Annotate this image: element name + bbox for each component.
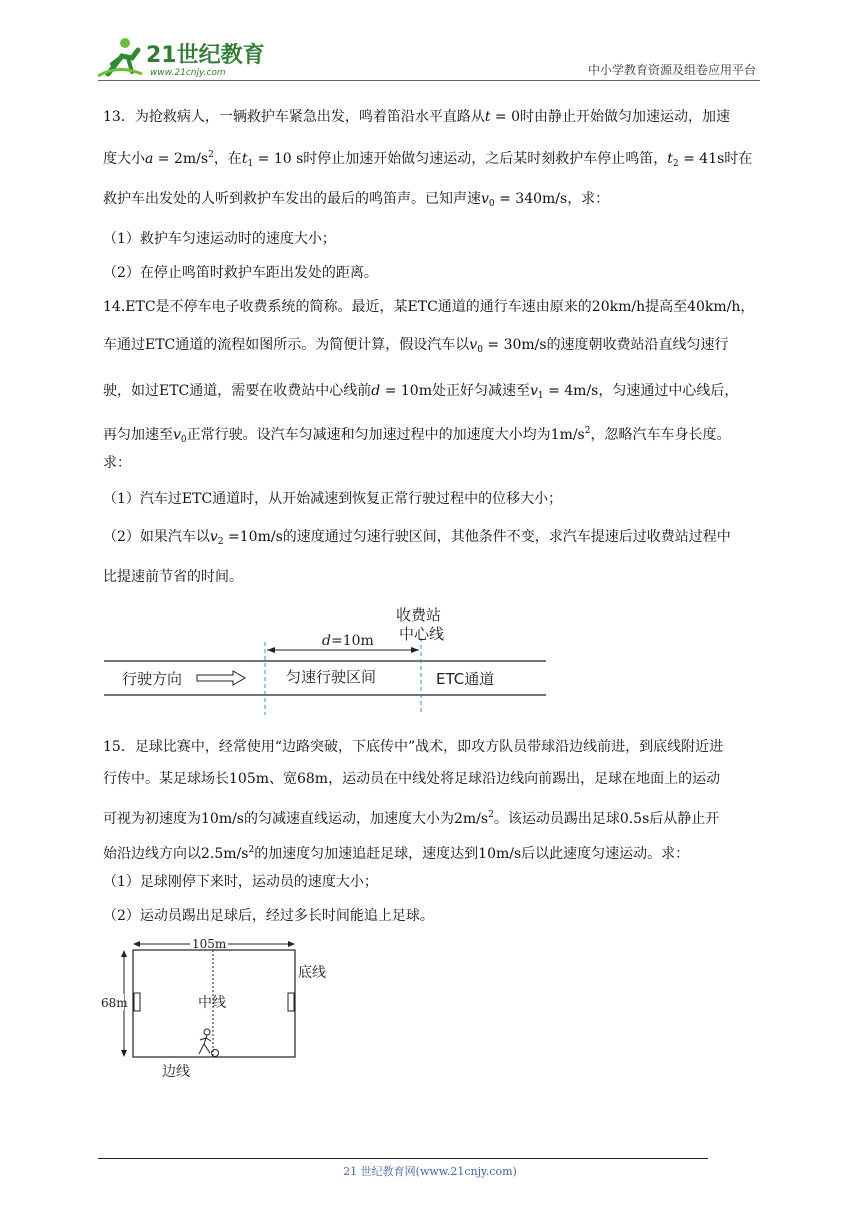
endline-label: 底线 [298,965,326,981]
svg-text:d=10m [322,633,374,649]
direction-arrow-icon [197,671,245,685]
etc-diagram [100,602,550,720]
left-goal [134,993,140,1011]
q15-line-3: 可视为初速度为10m/s的匀减速直线运动，加速度大小为$2m/s^2$。该运动员踢出足球0.5s后从静止开 [103,810,720,827]
runner-icon [98,38,142,76]
width-arrow-top-head [121,950,127,957]
zone-label: 匀速行驶区间 [286,668,377,686]
footer-divider [98,1158,708,1159]
q13-line-2: 度大小$a = 2m/s^2$，在$t_1 = 10$ s时停止加速开始做匀速运动，之后某时刻救护车停止鸣笛，$t_2 = 41s$时在 [103,150,753,169]
q14-subquestion-1: （1）汽车过ETC通道时，从开始减速到恢复正常行驶过程中的位移大小； [103,491,563,507]
q13-line-1: 13．为抢救病人，一辆救护车紧急出发，鸣着笛沿水平直路从t = 0时由静止开始做匀加速运动，加速 [103,109,731,125]
q13-subquestion-2: （2）在停止鸣笛时救护车距出发处的距离。 [103,265,378,281]
distance-value: =10m [330,633,374,649]
logo-url: www.21cnjy.com [150,68,226,78]
q14-line-5: 求： [103,455,131,471]
q15-line-1: 15．足球比赛中，经常使用“边路突破，下底传中”战术，即攻方队员带球沿边线前进，到底线附近进 [103,739,724,755]
player-icon [199,1029,211,1054]
distance-arrow-left-head [267,647,275,653]
q13-line-3: 救护车出发处的人听到救护车发出的最后的鸣笛声。已知声速$v_0 = 340m/s$，求： [103,191,610,209]
station-label-1: 收费站 [396,606,442,624]
q14-line-1: 14.ETC是不停车电子收费系统的简称。最近，某ETC通道的通行车速由原来的20km/h提高至40km/h， [103,299,755,315]
q14-subquestion-2-cont: 比提速前节省的时间。 [103,569,243,585]
q15-line-4: 始沿边线方向以$2.5m/s^2$的加速度匀加速追赶足球，速度达到10m/s后以此速度匀速运动。求： [103,845,690,862]
logo-text: 21世纪教育 [146,43,265,68]
sideline-label: 边线 [162,1064,190,1080]
q14-subquestion-2: （2）如果汽车以$v_2 =10m/s$的速度通过匀速行驶区间，其他条件不变，求汽车提速后过收费站过程中 [103,529,731,547]
q15-subquestion-1: （1）足球刚停下来时，运动员的速度大小； [103,874,378,890]
direction-label: 行驶方向 [122,670,183,688]
ball-icon [212,1050,219,1057]
q13-subquestion-1: （1）救护车匀速运动时的速度大小； [103,231,336,247]
width-arrow-bottom-head [121,1050,127,1057]
platform-label: 中小学教育资源及组卷应用平台 [587,63,756,77]
distance-arrow-right-head [411,647,419,653]
length-label: 105m [192,937,227,951]
midline-label: 中线 [198,995,226,1011]
station-label-2: 中心线 [399,625,445,643]
football-field-diagram [100,932,350,1082]
length-arrow-left-head [133,941,140,947]
q14-line-4: 再匀加速至$v_0$正常行驶。设汽车匀减速和匀加速过程中的加速度大小均为$1m/s^2$，忽略汽车车身长度。 [103,426,731,445]
right-goal [288,993,294,1011]
site-logo [98,34,268,80]
q15-line-2: 行传中。某足球场长105m、宽68m，运动员在中线处将足球沿边线向前踢出，足球在地面上的运动 [103,771,721,787]
length-arrow-right-head [288,941,295,947]
q14-line-3: 驶，如过ETC通道，需要在收费站中心线前d = 10m处正好匀减速至$v_1 = 4m/s$，匀速通过中心线后， [103,383,739,401]
header-divider [98,80,760,81]
distance-var: d [322,633,331,649]
footer-text: 21 世纪教育网(www.21cnjy.com) [343,1165,517,1178]
q14-line-2: 车通过ETC通道的流程如图所示。为简便计算，假设汽车以$v_0 = 30m/s$的速度朝收费站沿直线匀速行 [103,337,729,355]
width-label: 68m [101,996,128,1010]
etc-label: ETC通道 [436,670,495,688]
q15-subquestion-2: （2）运动员踢出足球后，经过多长时间能追上足球。 [103,908,434,924]
